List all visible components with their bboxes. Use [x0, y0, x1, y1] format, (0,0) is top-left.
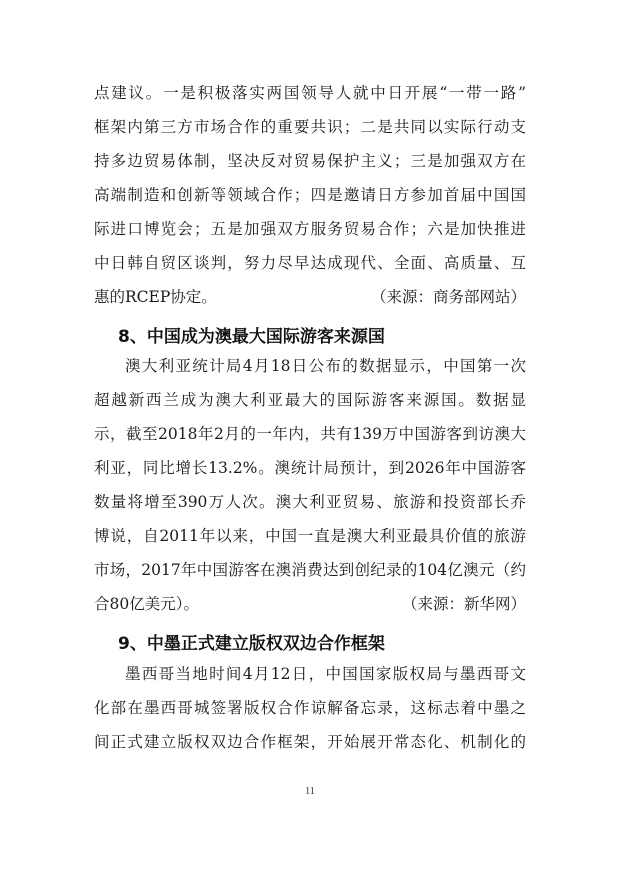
- text-line-with-source: [94, 587, 526, 621]
- text-line: 框架内第三方市场合作的重要共识；二是共同以实际行动支: [94, 118, 526, 136]
- section-heading: 8、中国成为澳最大国际游客来源国: [118, 327, 385, 347]
- section9-paragraph: [94, 657, 526, 759]
- text-line: 超越新西兰成为澳大利亚最大的国际游客来源国。数据显: [94, 391, 526, 409]
- page-number: 11: [305, 786, 315, 797]
- section7-paragraph: [94, 76, 526, 314]
- source-citation: （来源：商务部网站）: [370, 288, 526, 306]
- text-line: 持多边贸易体制，坚决反对贸易保护主义；三是加强双方在: [94, 152, 526, 170]
- text-line: 墨西哥当地时间4月12日，中国国家版权局与墨西哥文: [125, 665, 526, 683]
- section8-paragraph: [94, 349, 526, 621]
- text-line: 高端制造和创新等领域合作；四是邀请日方参加首届中国国: [94, 186, 526, 204]
- text-line: 中日韩自贸区谈判，努力尽早达成现代、全面、高质量、互: [94, 254, 526, 272]
- text-line-end: 惠的RCEP协定。: [94, 288, 217, 306]
- text-line: 数量将增至390万人次。澳大利亚贸易、旅游和投资部长乔: [94, 493, 526, 511]
- text-line: 点建议。一是积极落实两国领导人就中日开展“一带一路”: [94, 84, 526, 102]
- section-heading: 9、中墨正式建立版权双边合作框架: [118, 634, 385, 654]
- text-line: 市场，2017年中国游客在澳消费达到创纪录的104亿澳元（约: [94, 561, 526, 579]
- text-line-with-source: [94, 280, 526, 314]
- text-line: 博说，自2011年以来，中国一直是澳大利亚最具价值的旅游: [94, 527, 526, 545]
- text-line: 澳大利亚统计局4月18日公布的数据显示，中国第一次: [125, 357, 526, 375]
- source-citation: （来源：新华网）: [401, 595, 526, 613]
- text-line: 利亚，同比增长13.2%。澳统计局预计，到2026年中国游客: [94, 459, 526, 477]
- text-line: 际进口博览会；五是加强双方服务贸易合作；六是加快推进: [94, 220, 526, 238]
- text-line: 示，截至2018年2月的一年内，共有139万中国游客到访澳大: [94, 425, 526, 443]
- text-line-end: 合80亿美元）。: [94, 595, 199, 613]
- text-line: 化部在墨西哥城签署版权合作谅解备忘录，这标志着中墨之: [94, 699, 526, 717]
- text-line: 间正式建立版权双边合作框架，开始展开常态化、机制化的: [94, 733, 526, 751]
